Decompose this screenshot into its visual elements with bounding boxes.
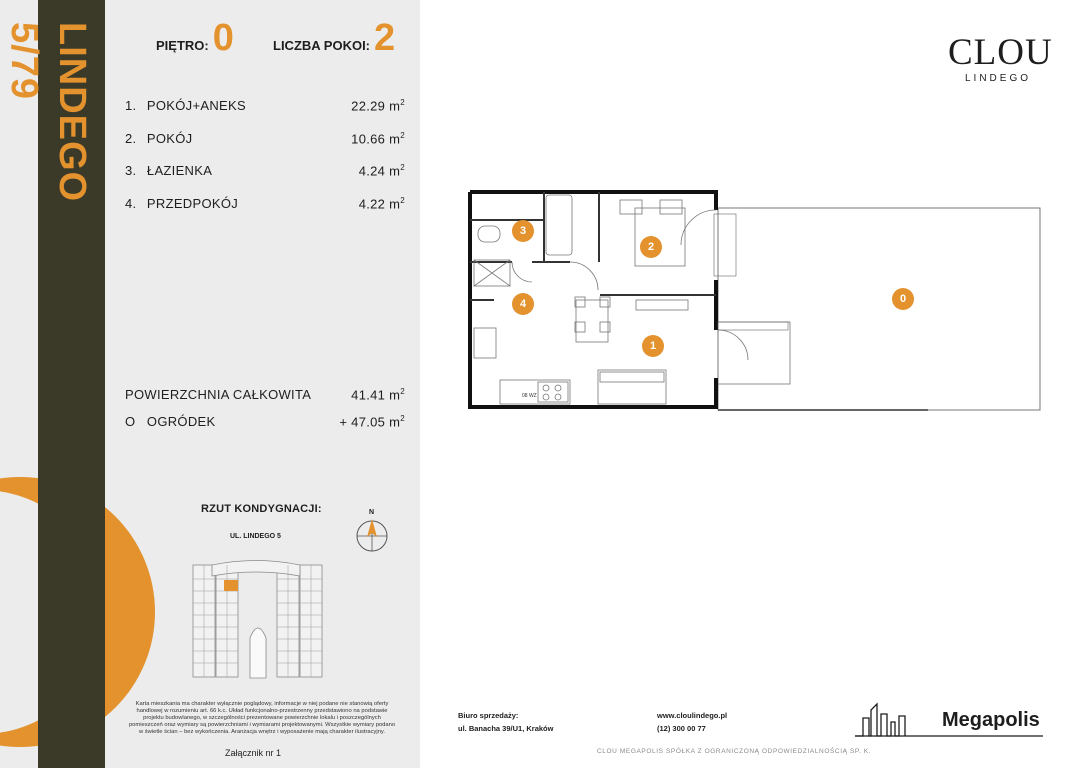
apartment-floor-plan (460, 180, 1050, 425)
appliance-label: 08 WZ (522, 393, 537, 399)
room-row (125, 196, 405, 229)
floor-overview-title: RZUT KONDYGNACJI: (201, 503, 322, 515)
room-marker-2: 2 (640, 236, 662, 258)
unit-superscript: 2 (400, 98, 405, 107)
site-plan-map (190, 558, 330, 688)
floor-info (156, 18, 234, 58)
phone-number: (12) 300 00 77 (657, 724, 706, 733)
room-marker-4: 4 (512, 293, 534, 315)
logo-sub: LINDEGO (964, 73, 1031, 84)
contact-info (657, 709, 727, 735)
rooms-count-value: 2 (374, 17, 396, 59)
room-marker-1: 1 (642, 335, 664, 357)
room-row (125, 131, 405, 164)
total-area-value: 41.41 m (351, 387, 401, 403)
clou-logo (948, 32, 1053, 84)
unit-superscript: 2 (400, 414, 405, 423)
apartment-title: LINDEGO 5/79 (3, 22, 93, 203)
street-label: UL. LINDEGO 5 (230, 533, 281, 540)
company-name: CLOU MEGAPOLIS SPÓŁKA Z OGRANICZONĄ ODPOWIEDZIALNOŚCIĄ SP. K. (597, 748, 872, 755)
rooms-count-info (273, 18, 395, 58)
website-link[interactable]: www.cloulindego.pl (657, 711, 728, 720)
room-name: POKÓJ (146, 130, 193, 146)
unit-superscript: 2 (400, 130, 405, 140)
disclaimer-text: Karta mieszkania ma charakter wyłącznie poglądowy, informacje w niej podane nie stanowią oferty handlowej w rozumieniu art. 66 k.c. Układ funkcjonalno-przestrzenny przedstawiono na podstawie projektu budowlanego, w szczególności prezentowane powierzchnie lokalu i poszczególnych pomieszczeń oraz wymiary są powierzchniami i wymiarami projektowanymi. Wszystkie wymiary podano w świetle ścian – bez wykończenia. Aranżacja wnętrz i wyposażenie mają charakter ilustracyjny. (128, 701, 396, 735)
room-number: 3. (125, 163, 137, 178)
sales-office-label: Biuro sprzedaży: (458, 711, 519, 720)
garden-area-row (125, 414, 405, 441)
room-area: 10.66 m (351, 130, 401, 146)
sales-office-address: ul. Banacha 39/U1, Kraków (458, 724, 554, 733)
garden-label: OGRÓDEK (146, 414, 216, 429)
room-area: 22.29 m (351, 98, 401, 114)
garden-area-value: + 47.05 m (339, 414, 401, 430)
compass-icon (355, 507, 391, 558)
logo-main: CLOU (948, 32, 1053, 73)
garden-prefix: O (125, 414, 136, 429)
room-area: 4.22 m (358, 195, 401, 211)
room-number: 1. (125, 98, 137, 113)
rooms-count-label: LICZBA POKOI: (273, 38, 371, 53)
north-label: N (369, 509, 375, 516)
unit-superscript: 2 (400, 163, 405, 172)
developer-name: Megapolis (942, 709, 1040, 731)
area-totals (125, 387, 405, 441)
unit-superscript: 2 (400, 387, 405, 396)
room-number: 2. (125, 130, 137, 146)
floor-value: 0 (212, 17, 234, 59)
room-row (125, 98, 405, 131)
room-number: 4. (125, 195, 137, 211)
room-name: PRZEDPOKÓJ (146, 195, 239, 211)
floor-label: PIĘTRO: (156, 38, 209, 53)
garden-area (718, 208, 1040, 410)
total-area-label: POWIERZCHNIA CAŁKOWITA (125, 387, 312, 402)
sales-office (458, 709, 553, 735)
room-list (125, 98, 405, 228)
unit-superscript: 2 (400, 195, 405, 205)
attachment-label: Załącznik nr 1 (225, 748, 282, 758)
room-area: 4.24 m (358, 163, 401, 179)
room-name: POKÓJ+ANEKS (146, 98, 246, 113)
total-area-row (125, 387, 405, 414)
room-row (125, 163, 405, 196)
room-marker-0: 0 (892, 288, 914, 310)
room-name: ŁAZIENKA (146, 163, 213, 178)
apartment-highlight (224, 580, 238, 591)
room-marker-3: 3 (512, 220, 534, 242)
